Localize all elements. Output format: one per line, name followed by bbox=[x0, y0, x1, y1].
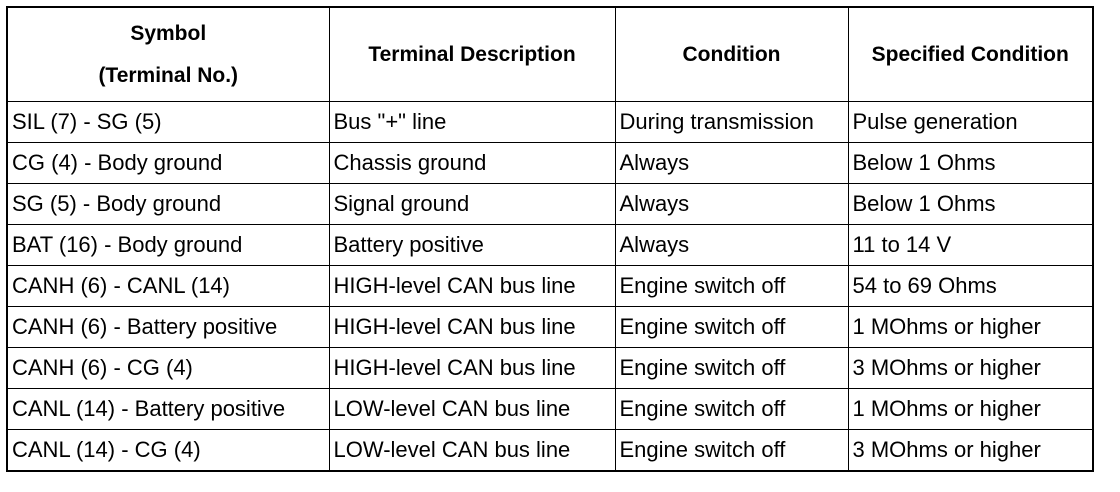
cell-specified: Below 1 Ohms bbox=[848, 143, 1093, 184]
cell-symbol: CANH (6) - CG (4) bbox=[7, 348, 329, 389]
cell-condition: Engine switch off bbox=[615, 266, 848, 307]
cell-specified: Below 1 Ohms bbox=[848, 184, 1093, 225]
table-row bbox=[7, 389, 1093, 430]
table-row bbox=[7, 225, 1093, 266]
cell-specified: 54 to 69 Ohms bbox=[848, 266, 1093, 307]
table-row bbox=[7, 307, 1093, 348]
table-row bbox=[7, 266, 1093, 307]
cell-symbol: CANH (6) - CANL (14) bbox=[7, 266, 329, 307]
cell-description: HIGH-level CAN bus line bbox=[329, 307, 615, 348]
terminal-spec-table bbox=[6, 6, 1094, 472]
cell-condition: Always bbox=[615, 143, 848, 184]
cell-symbol: CANH (6) - Battery positive bbox=[7, 307, 329, 348]
cell-description: HIGH-level CAN bus line bbox=[329, 348, 615, 389]
cell-specified: 3 MOhms or higher bbox=[848, 348, 1093, 389]
cell-symbol: CANL (14) - Battery positive bbox=[7, 389, 329, 430]
cell-symbol: SG (5) - Body ground bbox=[7, 184, 329, 225]
cell-symbol: SIL (7) - SG (5) bbox=[7, 102, 329, 143]
cell-specified: 1 MOhms or higher bbox=[848, 307, 1093, 348]
cell-symbol: CANL (14) - CG (4) bbox=[7, 430, 329, 472]
cell-condition: Always bbox=[615, 225, 848, 266]
cell-condition: During transmission bbox=[615, 102, 848, 143]
header-symbol-line2: (Terminal No.) bbox=[98, 63, 239, 87]
cell-symbol: BAT (16) - Body ground bbox=[7, 225, 329, 266]
cell-condition: Engine switch off bbox=[615, 389, 848, 430]
cell-condition: Engine switch off bbox=[615, 307, 848, 348]
cell-description: LOW-level CAN bus line bbox=[329, 389, 615, 430]
cell-description: Battery positive bbox=[329, 225, 615, 266]
table-row bbox=[7, 102, 1093, 143]
table-body bbox=[7, 102, 1093, 472]
header-symbol-line1: Symbol bbox=[130, 21, 207, 45]
table-row bbox=[7, 143, 1093, 184]
cell-specified: 11 to 14 V bbox=[848, 225, 1093, 266]
cell-condition: Engine switch off bbox=[615, 348, 848, 389]
cell-description: HIGH-level CAN bus line bbox=[329, 266, 615, 307]
table-row bbox=[7, 348, 1093, 389]
cell-description: Signal ground bbox=[329, 184, 615, 225]
cell-description: Chassis ground bbox=[329, 143, 615, 184]
table-row bbox=[7, 430, 1093, 472]
cell-specified: Pulse generation bbox=[848, 102, 1093, 143]
cell-specified: 3 MOhms or higher bbox=[848, 430, 1093, 472]
table-row bbox=[7, 184, 1093, 225]
cell-symbol: CG (4) - Body ground bbox=[7, 143, 329, 184]
header-symbol bbox=[7, 7, 329, 102]
header-row bbox=[7, 7, 1093, 102]
header-condition: Condition bbox=[615, 7, 848, 102]
header-terminal-description: Terminal Description bbox=[329, 7, 615, 102]
table-header bbox=[7, 7, 1093, 102]
cell-condition: Always bbox=[615, 184, 848, 225]
cell-condition: Engine switch off bbox=[615, 430, 848, 472]
header-specified-condition: Specified Condition bbox=[848, 7, 1093, 102]
cell-description: LOW-level CAN bus line bbox=[329, 430, 615, 472]
cell-description: Bus "+" line bbox=[329, 102, 615, 143]
cell-specified: 1 MOhms or higher bbox=[848, 389, 1093, 430]
